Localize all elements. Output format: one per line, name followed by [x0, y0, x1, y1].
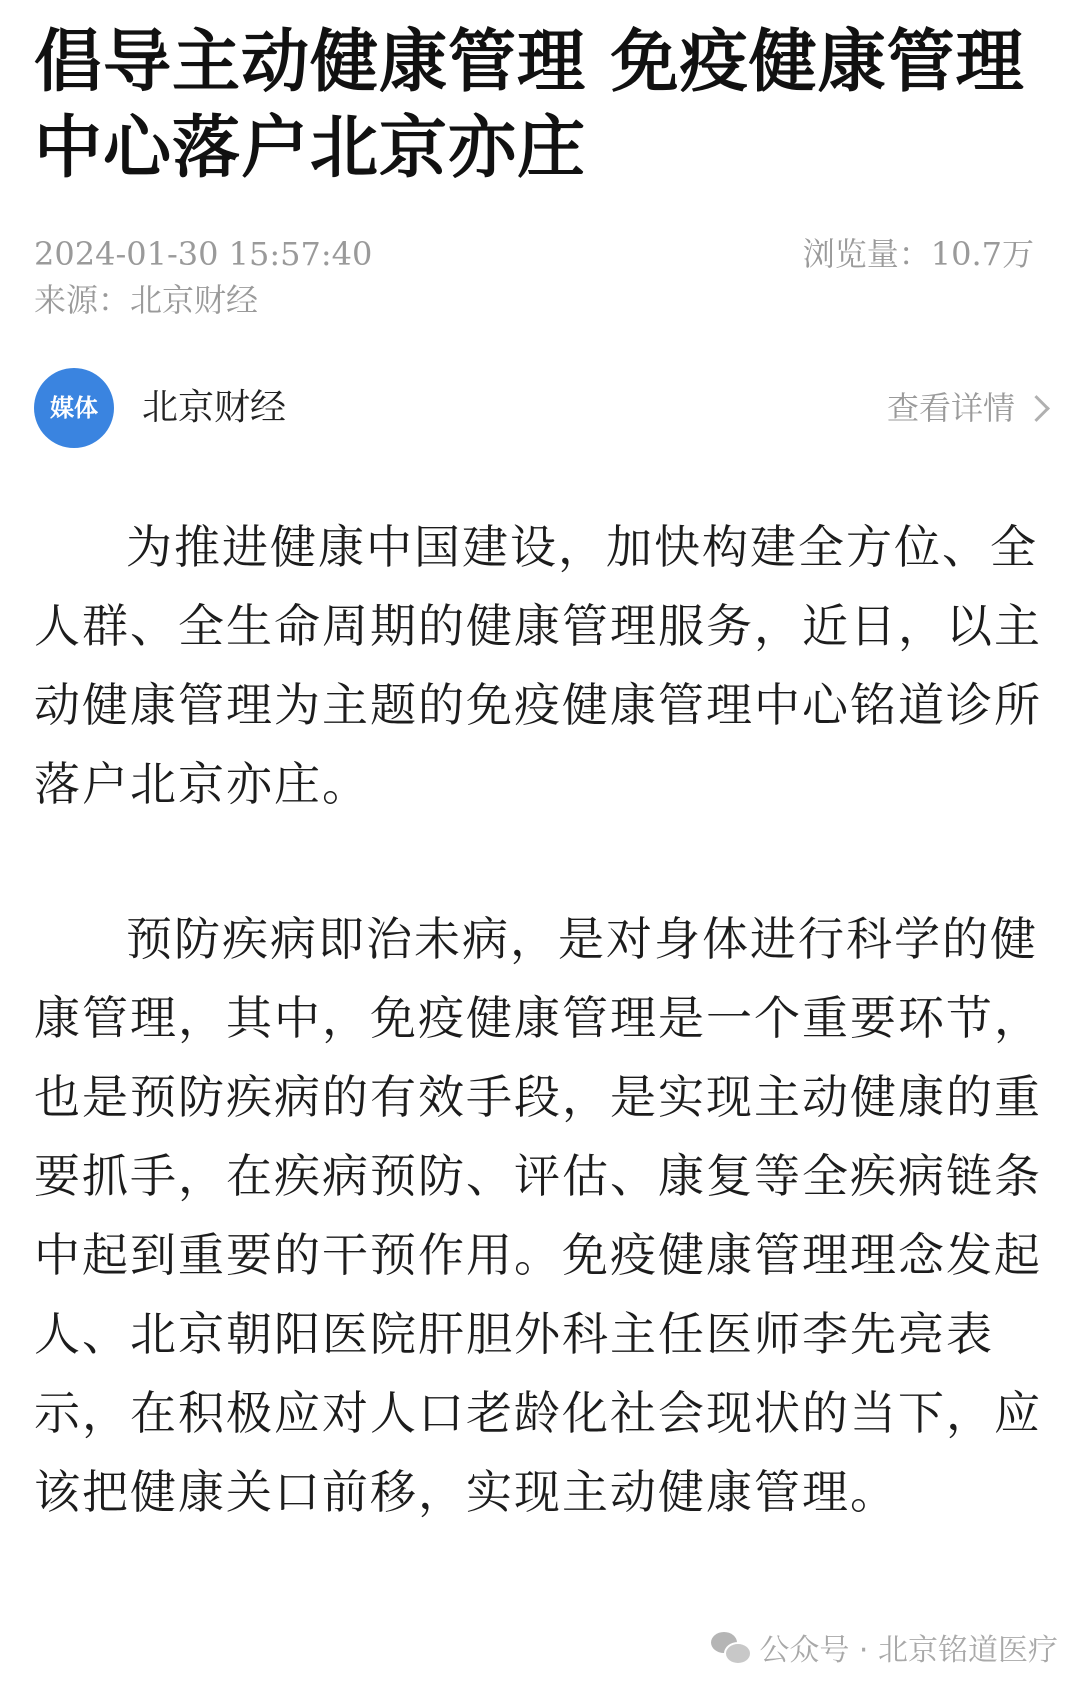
- watermark: [711, 1625, 1058, 1669]
- view-details-link[interactable]: [887, 388, 1046, 428]
- view-count: 浏览量：10.7万: [802, 235, 1034, 273]
- media-name[interactable]: 北京财经: [142, 387, 287, 428]
- article-source: 来源：北京财经: [34, 281, 259, 319]
- media-avatar[interactable]: 媒体: [34, 368, 114, 448]
- article-paragraph-2: 预防疾病即治未病，是对身体进行科学的健康管理，其中，免疫健康管理是一个重要环节，也是预防疾病的有效手段，是实现主动健康的重要抓手，在疾病预防、评估、康复等全疾病链条中起到重要的干预作用。免疫健康管理理念发起人、北京朝阳医院肝胆外科主任医师李先亮表示，在积极应对人口老龄化社会现状的当下，应该把健康关口前移，实现主动健康管理。: [34, 912, 1042, 1519]
- article-paragraph-1: 为推进健康中国建设，加快构建全方位、全人群、全生命周期的健康管理服务，近日，以主动健康管理为主题的免疫健康管理中心铭道诊所落户北京亦庄。: [34, 520, 1042, 811]
- publish-date: 2024-01-30 15:57:40: [34, 235, 373, 273]
- wechat-icon: [711, 1632, 749, 1662]
- media-bar: [34, 368, 1046, 452]
- view-details-label: 查看详情: [886, 389, 1015, 427]
- article-title: 倡导主动健康管理 免疫健康管理中心落户北京亦庄: [34, 23, 1025, 188]
- watermark-text: 公众号 · 北京铭道医疗: [759, 1633, 1058, 1668]
- chevron-right-icon: [1023, 395, 1050, 422]
